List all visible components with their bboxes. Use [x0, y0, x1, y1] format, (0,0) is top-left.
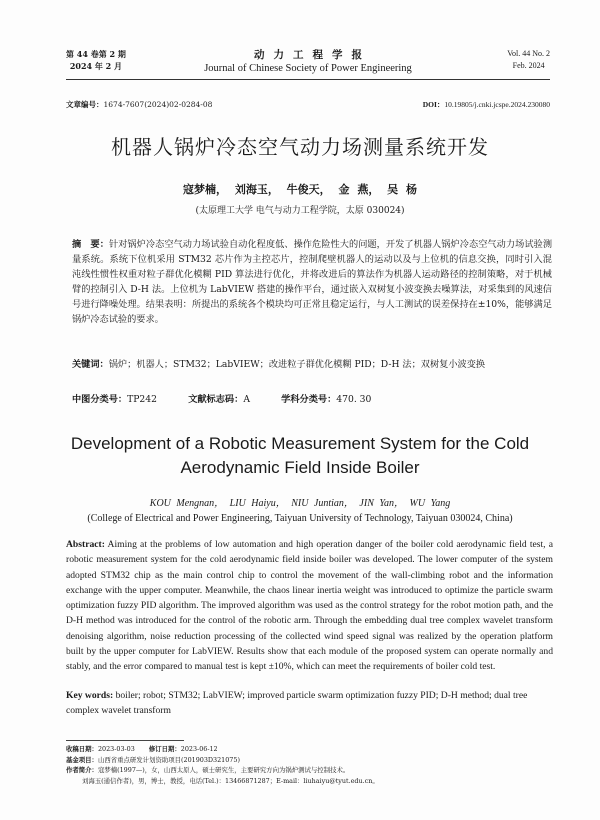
keywords-cn-label: 关键词： — [72, 359, 109, 370]
doc-code-value: A — [243, 394, 250, 405]
classification-line — [72, 392, 552, 407]
revised-label: 修订日期： — [148, 745, 181, 753]
title-en-line1: Development of a Robotic Measurement System for the Cold — [70, 434, 530, 453]
header-volume-cn-issue: 第 44 卷第 2 期 — [66, 49, 126, 59]
title-en — [0, 432, 600, 480]
keywords-cn — [72, 357, 552, 372]
header-date-en: Feb. 2024 — [512, 61, 545, 70]
fund-label: 基金项目： — [66, 755, 98, 764]
journal-name-cn: 动力工程学报 — [254, 49, 371, 61]
footnote-bio — [66, 765, 556, 776]
doi — [423, 99, 550, 110]
received-date: 2023-03-03 — [97, 745, 135, 753]
footnote-dates — [66, 744, 556, 755]
keywords-en-text: boiler; robot; STM32; LabVIEW; improved particle swarm optimization fuzzy PID; D-H method; dual tree complex wavelet transform — [66, 690, 528, 717]
title-en-line2: Aerodynamic Field Inside Boiler — [180, 458, 420, 477]
header-journal — [66, 48, 550, 76]
article-number-label: 文章编号： — [66, 100, 104, 109]
title-cn: 机器人锅炉冷态空气动力场测量系统开发 — [111, 135, 489, 159]
abstract-cn — [72, 237, 552, 327]
clc-label: 中图分类号： — [72, 394, 128, 405]
received-label: 收稿日期： — [66, 745, 98, 753]
abstract-cn-text: 针对锅炉冷态空气动力场试验自动化程度低、操作危险性大的问题，开发了机器人锅炉冷态空气动力场试验测量系统。系统下位机采用 STM32 芯片作为主控芯片，控制爬壁机器人的运动以及与上位机的信息交换，同时引入混沌线性惯性权重对粒子群优化模糊 PID 算法进行优化，并将改进后的算法作为机器人运动路径的控制策略，对于机械臂的控制引入 D-H 法。上位机为 LabVIEW 搭建的操作平台，通过嵌入双树复小波变换去噪算法，对采集到的风速信号进行降噪处理。结果表明：所提出的系统各个模块均可正常且稳定运行，与人工测试的误差保持在±10%，能够满足锅炉冷态试验的要求。 — [72, 239, 553, 325]
abstract-en-text: Aiming at the problems of low automation and high operation danger of the boiler cold aerodynamic field test, a robotic measurement system for the cold aerodynamic field inside boiler was developed. The lower computer of the system adopted STM32 chip as the main control chip to control the movement of the wall-climbing robot and the information exchange with the upper computer. Meanwhile, the chaos linear inertia weight was introduced to optimize the particle swarm optimization fuzzy PID algorithm. The improved algorithm was used as the control strategy for the robot motion path, and the D-H method was introduced for the control of the robotic arm. Through the embedding dual tree complex wavelet transform denoising algorithm, noise reduction processing of the collected wind speed signal was realized by the operation platform built by the upper computer for LabVIEW. Results show that each module of the proposed system can operate normally and stably, and the error compared to manual test is kept ±10%, which can meet the requirements of boiler cold test. — [66, 539, 553, 673]
footnotes — [66, 744, 556, 786]
footnote-rule — [66, 740, 184, 741]
affiliation-en: (College of Electrical and Power Engineering, Taiyuan University of Technology, Taiyuan 030024, China) — [87, 513, 513, 524]
keywords-cn-text: 锅炉；机器人；STM32；LabVIEW；改进粒子群优化模糊 PID；D-H 法；双树复小波变换 — [108, 359, 486, 370]
authors-en: KOU Mengnan， LIU Haiyu， NIU Juntian， JIN Yan， WU Yang — [149, 498, 451, 509]
article-meta — [66, 99, 550, 111]
authors-cn: 寇梦楠， 刘海玉， 牛俊天， 金 燕， 吴 杨 — [183, 183, 417, 196]
article-number-value: 1674-7607(2024)02-0284-08 — [103, 100, 213, 109]
subject-code-value: 470. 30 — [336, 394, 372, 405]
footnote-corresponding: 刘海玉(通信作者)，男，博士，教授，电话(Tel.)：13466871287；E-mail：liuhaiyu@tyut.edu.cn。 — [82, 776, 379, 785]
journal-name-en: Journal of Chinese Society of Power Engineering — [204, 63, 412, 74]
keywords-en — [66, 688, 553, 719]
article-number — [66, 99, 212, 110]
revised-date: 2023-06-12 — [180, 745, 218, 753]
doc-code-label: 文献标志码： — [188, 394, 244, 405]
header-date-cn: 2024 年 2 月 — [69, 61, 123, 71]
keywords-en-label: Key words: — [66, 690, 114, 701]
doi-label: DOI： — [422, 100, 445, 109]
fund-text: 山西省重点研发计划资助项目(201903D321075) — [97, 755, 240, 764]
bio-label: 作者简介： — [66, 766, 98, 774]
footnote-fund — [66, 755, 556, 766]
header-volume-en-issue: Vol. 44 No. 2 — [507, 49, 550, 58]
running-header — [66, 48, 550, 80]
subject-code-label: 学科分类号： — [281, 394, 337, 405]
abstract-en — [66, 537, 553, 675]
clc-value: TP242 — [127, 394, 157, 405]
bio-text: 寇梦楠(1997—)，女，山西太原人，硕士研究生，主要研究方向为锅炉测试与控制技术。 — [97, 766, 350, 774]
affiliation-cn: (太原理工大学 电气与动力工程学院，太原 030024) — [195, 206, 405, 216]
header-rule — [66, 79, 550, 80]
header-volume-en — [507, 48, 550, 72]
doi-value: 10.19805/j.cnki.jcspe.2024.230080 — [444, 100, 550, 109]
abstract-cn-label: 摘 要： — [72, 239, 109, 250]
abstract-en-label: Abstract: — [66, 539, 105, 550]
